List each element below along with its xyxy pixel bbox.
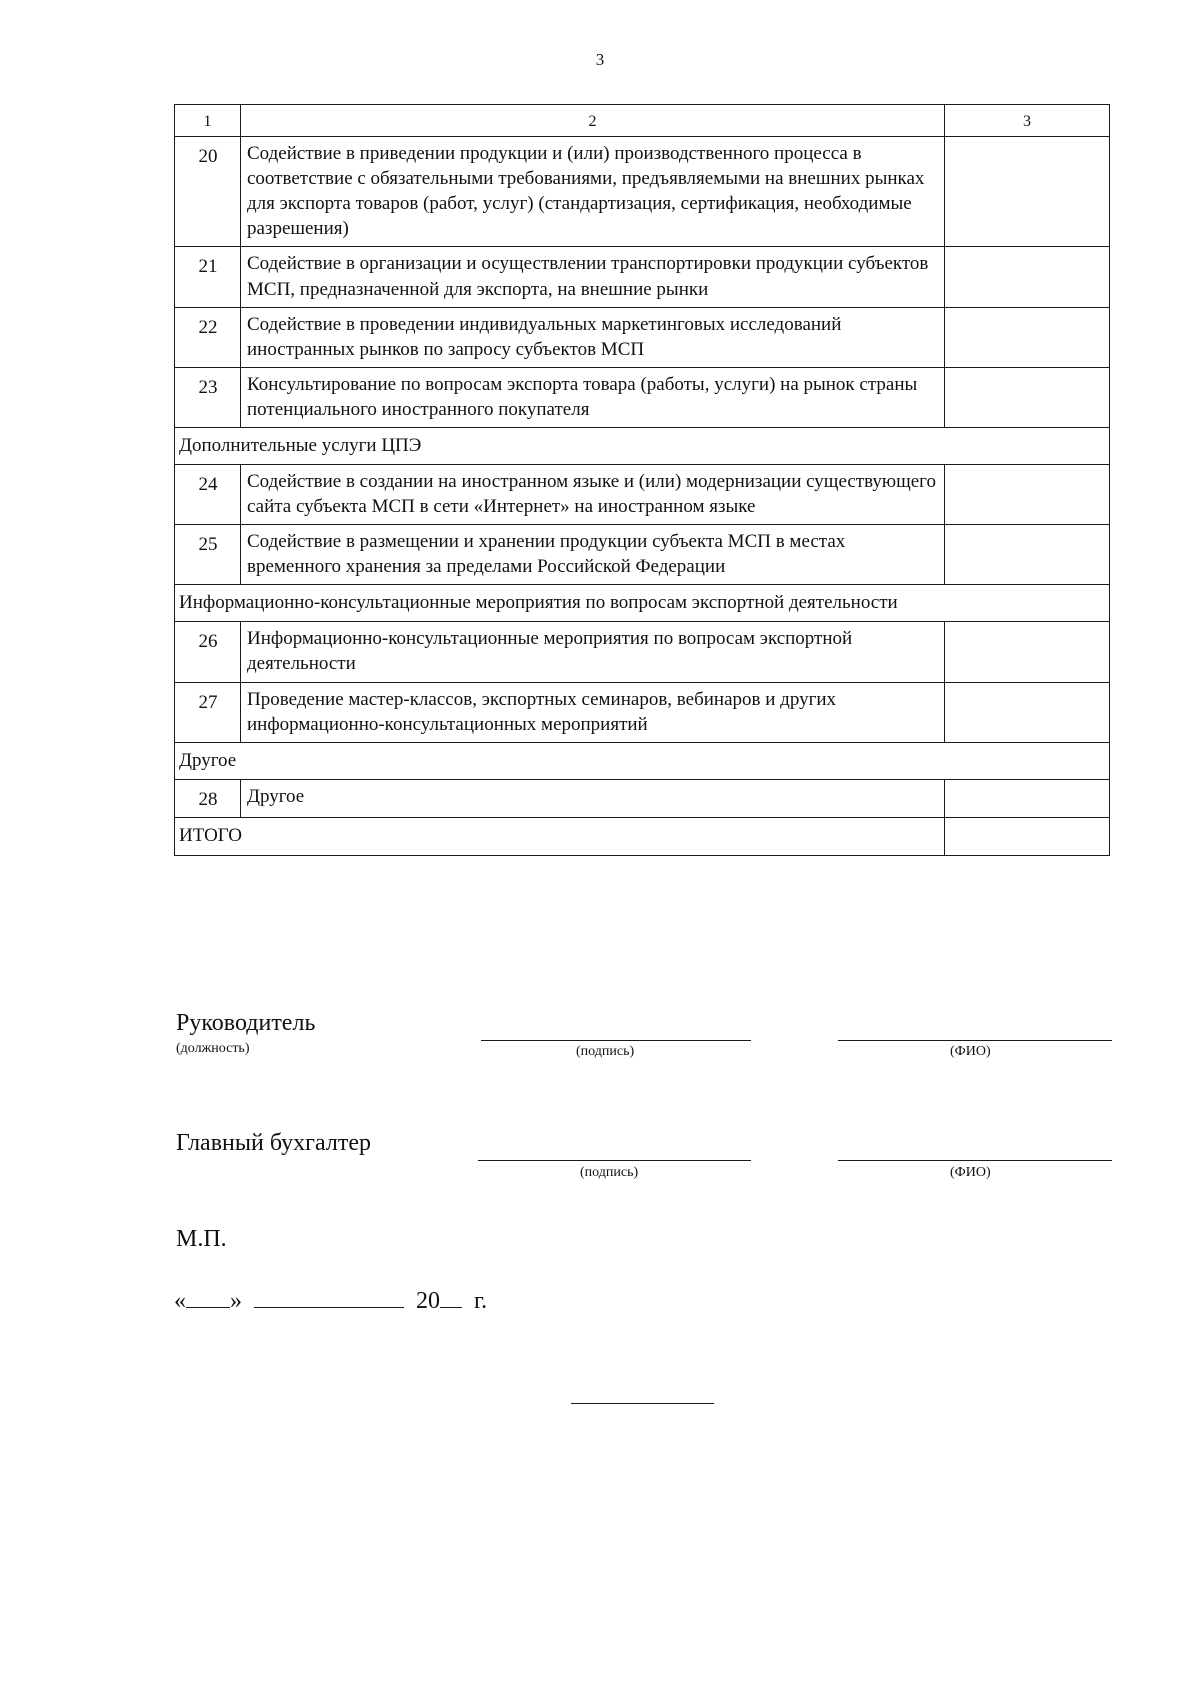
row-number: 27 (175, 682, 241, 742)
section-row (175, 585, 1110, 622)
table-row (175, 682, 1110, 742)
section-heading: Дополнительные услуги ЦПЭ (175, 427, 1110, 464)
table-row (175, 247, 1110, 307)
date-open-quote: « (174, 1288, 186, 1314)
table-row (175, 464, 1110, 524)
row-number: 21 (175, 247, 241, 307)
section-row (175, 742, 1110, 779)
accountant-signature-line (478, 1160, 751, 1161)
row-description: Содействие в организации и осуществлении транспортировки продукции субъектов МСП, предназначенной для экспорта, на внешние рынки (241, 247, 945, 307)
row-description: Содействие в размещении и хранении продукции субъекта МСП в местах временного хранения за пределами Российской Федерации (241, 525, 945, 585)
accountant-role: Главный бухгалтер (176, 1130, 371, 1156)
head-role-caption: (должность) (176, 1041, 250, 1056)
head-name-line (838, 1040, 1112, 1041)
year-prefix: 20 (416, 1288, 440, 1314)
month-blank (254, 1306, 404, 1308)
row-number: 22 (175, 307, 241, 367)
row-number: 23 (175, 367, 241, 427)
row-value (945, 464, 1110, 524)
row-description: Информационно-консультационные мероприятия по вопросам экспортной деятельности (241, 622, 945, 682)
table-row (175, 779, 1110, 817)
section-heading: Другое (175, 742, 1110, 779)
row-value (945, 137, 1110, 247)
date-close-quote: » (230, 1288, 242, 1314)
table-row (175, 622, 1110, 682)
services-table (174, 104, 1110, 856)
column-header-1: 1 (175, 105, 241, 137)
year-suffix: г. (474, 1288, 488, 1314)
row-number: 26 (175, 622, 241, 682)
table-row (175, 307, 1110, 367)
head-signature-line (481, 1040, 751, 1041)
total-row (175, 817, 1110, 855)
end-of-document-rule (571, 1403, 714, 1404)
accountant-name-caption: (ФИО) (950, 1165, 991, 1180)
row-description: Содействие в создании на иностранном языке и (или) модернизации существующего сайта субъекта МСП в сети «Интернет» на иностранном языке (241, 464, 945, 524)
row-value (945, 682, 1110, 742)
row-number: 20 (175, 137, 241, 247)
table-row (175, 525, 1110, 585)
year-blank (440, 1306, 462, 1308)
row-value (945, 779, 1110, 817)
row-description: Проведение мастер-классов, экспортных семинаров, вебинаров и других информационно-консультационных мероприятий (241, 682, 945, 742)
section-row (175, 427, 1110, 464)
column-header-3: 3 (945, 105, 1110, 137)
row-number: 25 (175, 525, 241, 585)
head-name-caption: (ФИО) (950, 1044, 991, 1059)
stamp-label: М.П. (176, 1226, 227, 1252)
row-value (945, 525, 1110, 585)
row-number: 24 (175, 464, 241, 524)
head-role: Руководитель (176, 1010, 316, 1036)
row-description: Содействие в приведении продукции и (или) производственного процесса в соответствие с обязательными требованиями, предъявляемыми на внешних рынках для экспорта товаров (работ, услуг) (стандартизация, сертификация, необходимые разрешения) (241, 137, 945, 247)
total-value (945, 817, 1110, 855)
page-number: 3 (595, 50, 605, 69)
day-blank (186, 1306, 230, 1308)
row-number: 28 (175, 779, 241, 817)
table-row (175, 367, 1110, 427)
accountant-name-line (838, 1160, 1112, 1161)
accountant-signature-caption: (подпись) (580, 1165, 639, 1180)
date-line (174, 1288, 487, 1315)
row-value (945, 307, 1110, 367)
table-header-row (175, 105, 1110, 137)
total-label: ИТОГО (175, 817, 945, 855)
row-value (945, 622, 1110, 682)
section-heading: Информационно-консультационные мероприятия по вопросам экспортной деятельности (175, 585, 1110, 622)
row-description: Содействие в проведении индивидуальных маркетинговых исследований иностранных рынков по запросу субъектов МСП (241, 307, 945, 367)
row-description: Другое (241, 779, 945, 817)
table-row (175, 137, 1110, 247)
row-description: Консультирование по вопросам экспорта товара (работы, услуги) на рынок страны потенциального иностранного покупателя (241, 367, 945, 427)
head-signature-caption: (подпись) (576, 1044, 635, 1059)
column-header-2: 2 (241, 105, 945, 137)
row-value (945, 247, 1110, 307)
row-value (945, 367, 1110, 427)
